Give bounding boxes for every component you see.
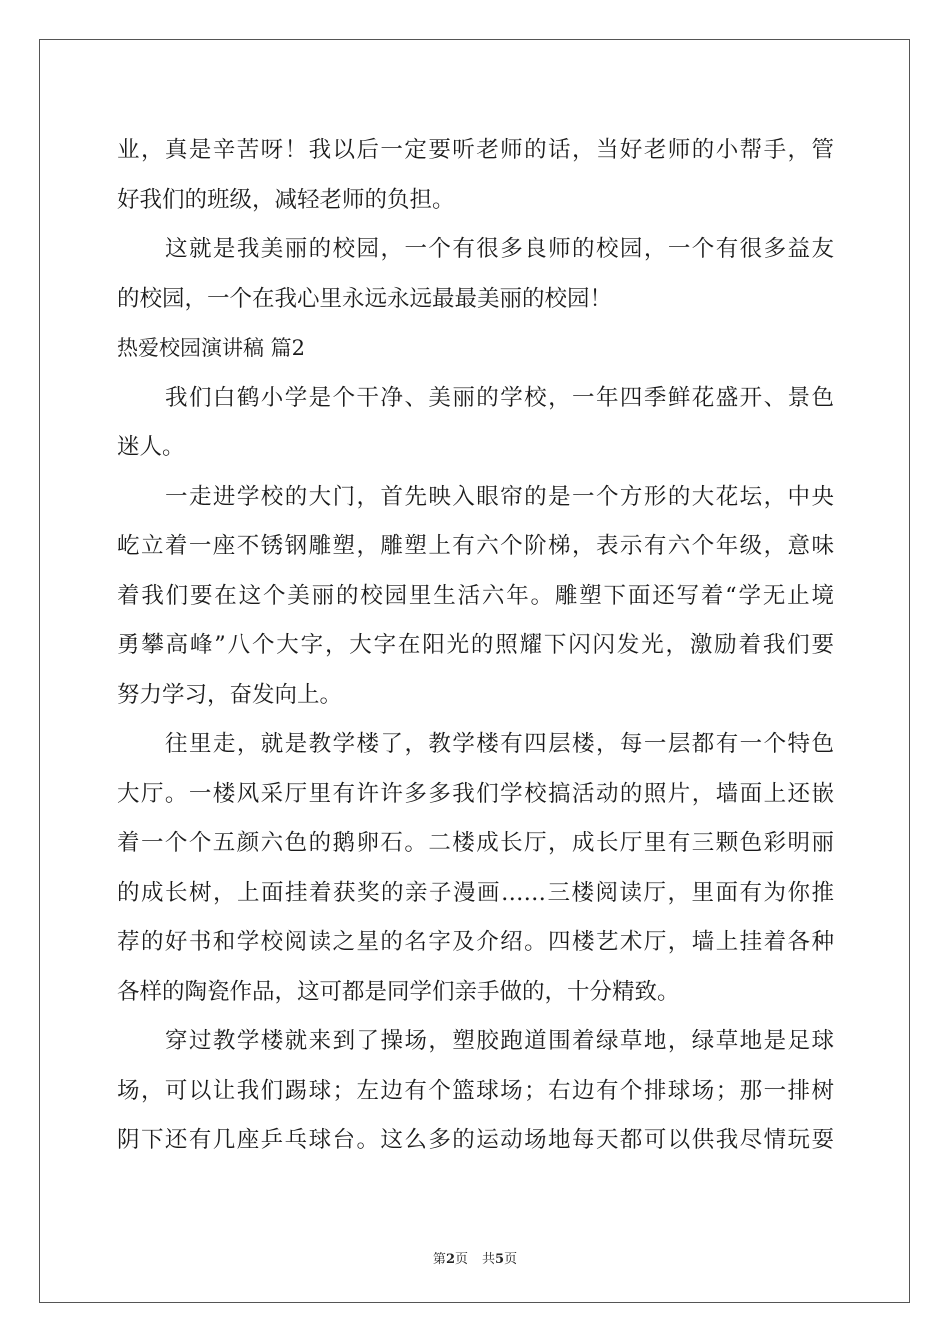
- text-line: 业，真是辛苦呀！我以后一定要听老师的话，当好老师的小帮手，管: [117, 137, 834, 163]
- paragraph-start-line: 往里走，就是教学楼了，教学楼有四层楼，每一层都有一个特色: [165, 731, 834, 757]
- section-heading: 热爱校园演讲稿 篇2: [117, 336, 306, 360]
- text-line: 努力学习，奋发向上。: [117, 681, 343, 708]
- text-line: 的成长树，上面挂着获奖的亲子漫画……三楼阅读厅，里面有为你推: [117, 879, 834, 906]
- text-line: 各样的陶瓷作品，这可都是同学们亲手做的，十分精致。: [117, 978, 680, 1005]
- text-line: 好我们的班级，减轻老师的负担。: [117, 186, 455, 213]
- text-line: 迷人。: [117, 434, 185, 460]
- paragraph-start-line: 穿过教学楼就来到了操场，塑胶跑道围着绿草地，绿草地是足球: [165, 1028, 834, 1054]
- total-suffix: 页: [504, 1252, 518, 1267]
- text-line: 荐的好书和学校阅读之星的名字及介绍。四楼艺术厅，墙上挂着各种: [117, 929, 834, 955]
- document-body: [117, 126, 834, 1166]
- text-line: 阴下还有几座乒乓球台。这么多的运动场地每天都可以供我尽情玩耍: [117, 1127, 834, 1153]
- page-suffix: 页: [454, 1252, 468, 1267]
- paragraph-start-line: 这就是我美丽的校园，一个有很多良师的校园，一个有很多益友: [165, 236, 834, 262]
- page-prefix: 第: [432, 1252, 446, 1267]
- text-line: 大厅。一楼风采厅里有许许多多我们学校搞活动的照片，墙面上还嵌: [117, 780, 834, 807]
- text-line: 场，可以让我们踢球；左边有个篮球场；右边有个排球场；那一排树: [117, 1077, 834, 1104]
- text-line: 勇攀高峰”八个大字，大字在阳光的照耀下闪闪发光，激励着我们要: [117, 632, 834, 658]
- paragraph-start-line: 我们白鹤小学是个干净、美丽的学校，一年四季鲜花盛开、景色: [165, 384, 834, 411]
- text-line: 着我们要在这个美丽的校园里生活六年。雕塑下面还写着“学无止境: [117, 582, 834, 609]
- text-line: 屹立着一座不锈钢雕塑，雕塑上有六个阶梯，表示有六个年级，意味: [117, 533, 834, 559]
- page-total: 5: [495, 1252, 505, 1267]
- page-number: 2: [445, 1252, 455, 1267]
- text-line: 着一个个五颜六色的鹅卵石。二楼成长厅，成长厅里有三颗色彩明丽: [117, 830, 834, 856]
- text-line: 的校园，一个在我心里永远永远最最美丽的校园！: [117, 285, 613, 312]
- total-prefix: 共: [482, 1252, 496, 1267]
- page-footer: [0, 1248, 950, 1267]
- paragraph-start-line: 一走进学校的大门，首先映入眼帘的是一个方形的大花坛，中央: [165, 483, 834, 510]
